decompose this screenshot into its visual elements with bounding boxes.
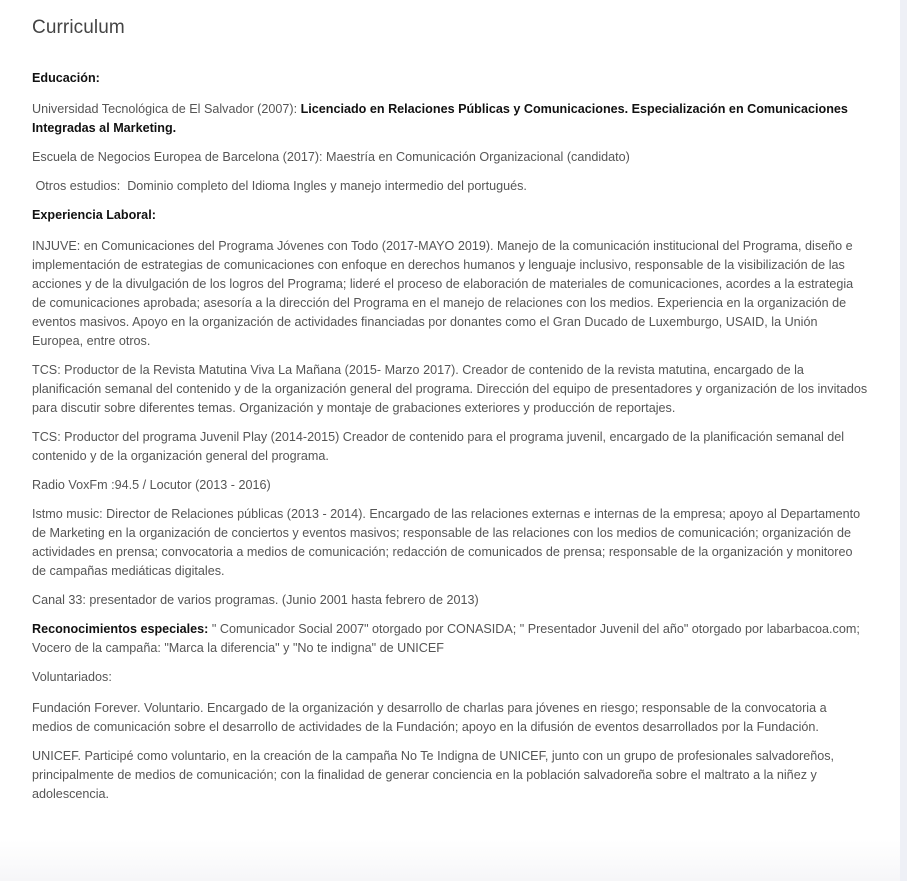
education-degree: Licenciado en Relaciones Públicas y Comunicaciones. Especialización en Comunicaciones Integradas al Marketing.	[32, 102, 848, 135]
recognitions-text: " Comunicador Social 2007" otorgado por CONASIDA; " Presentador Juvenil del año" otorgado por labarbacoa.com; Vocero de la campaña: "Marca la diferencia" y "No te indigna" de UNICEF	[32, 622, 860, 655]
volunteering-heading: Voluntariados:	[32, 670, 112, 684]
education-item: Escuela de Negocios Europea de Barcelona (2017): Maestría en Comunicación Organizacional (candidato)	[32, 150, 630, 164]
volunteering-item: UNICEF. Participé como voluntario, en la creación de la campaña No Te Indigna de UNICEF, junto con un grupo de profesionales salvadoreños, principalmente de medios de comunicación; con la finalidad de generar conciencia en la población salvadoreña sobre el maltrato a la niñez y adolescencia.	[32, 749, 835, 801]
experience-item: Radio VoxFm :94.5 / Locutor (2013 - 2016)	[32, 478, 271, 492]
experience-item: TCS: Productor de la Revista Matutina Viva La Mañana (2015- Marzo 2017). Creador de contenido de la revista matutina, encargado de la planificación semanal del contenido y de la organización general del programa. Dirección del equipo de presentadores y organización de los invitados para discutir sobre diferentes temas. Organización y montaje de grabaciones exteriores y producción de reportajes.	[32, 363, 868, 415]
page-title: Curriculum	[32, 17, 125, 38]
experience-item: TCS: Productor del programa Juvenil Play (2014-2015) Creador de contenido para el programa juvenil, encargado de la planificación semanal del contenido y de la organización general del programa.	[32, 430, 845, 463]
recognitions-label: Reconocimientos especiales:	[32, 622, 209, 636]
experience-item: Istmo music: Director de Relaciones públicas (2013 - 2014). Encargado de las relaciones externas e internas de la empresa; apoyo al Departamento de Marketing en la organización de conciertos y eventos masivos; responsable de las relaciones con los medios de comunicación; organización de actividades en prensa; convocatoria a medios de comunicación; redacción de comunicados de prensa; responsable de la organización y monitoreo de campañas mediáticas digitales.	[32, 507, 861, 578]
recognitions	[32, 620, 868, 658]
education-item	[32, 100, 868, 138]
experience-item: Canal 33: presentador de varios programas. (Junio 2001 hasta febrero de 2013)	[32, 593, 479, 607]
education-heading: Educación:	[32, 71, 100, 85]
volunteering-item: Fundación Forever. Voluntario. Encargado de la organización y desarrollo de charlas para jóvenes en riesgo; responsable de la convocatoria a medios de comunicación sobre el desarrollo de actividades de la Fundación; apoyo en la difusión de eventos desarrollados por la Fundación.	[32, 701, 827, 734]
education-item: Otros estudios: Dominio completo del Idioma Ingles y manejo intermedio del portugués.	[32, 179, 527, 193]
experience-heading: Experiencia Laboral:	[32, 208, 156, 222]
education-institution: Universidad Tecnológica de El Salvador (2007):	[32, 102, 301, 116]
experience-item: INJUVE: en Comunicaciones del Programa Jóvenes con Todo (2017-MAYO 2019). Manejo de la comunicación institucional del Programa, diseño e implementación de estrategias de comunicaciones con enfoque en derechos humanos y lenguaje inclusivo, responsable de la visibilización de las acciones y de la divulgación de los logros del Programa; lideré el proceso de elaboración de materiales de comunicaciones, acordes a la estrategia de comunicaciones aprobada; asesoría a la dirección del Programa en el manejo de relaciones con los medios. Experiencia en la organización de eventos masivos. Apoyo en la organización de actividades financiadas por donantes como el Gran Ducado de Luxemburgo, USAID, la Unión Europea, entre otros.	[32, 239, 854, 348]
